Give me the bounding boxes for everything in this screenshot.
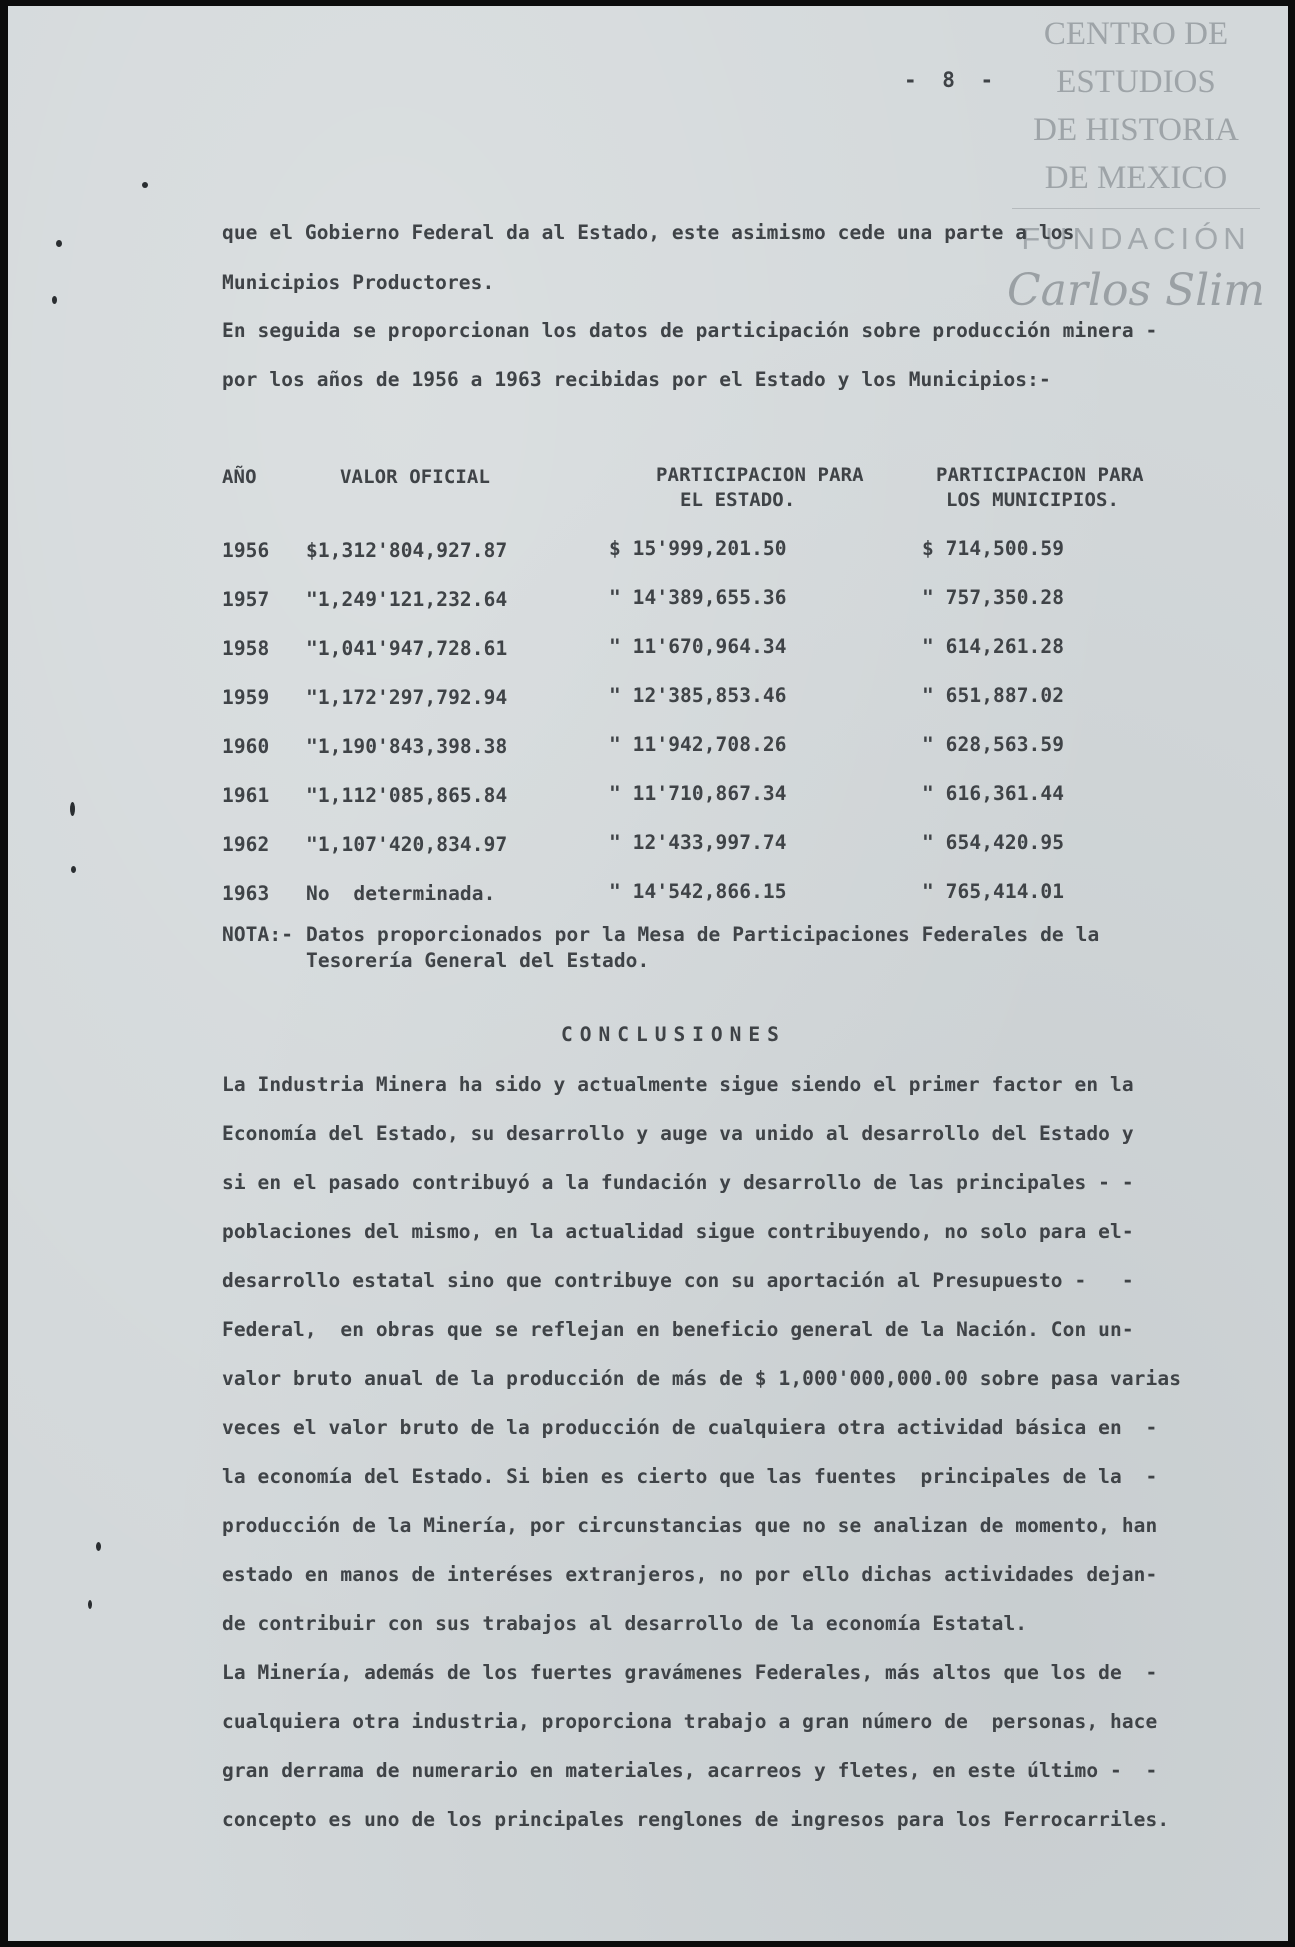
cell-state: " 14'389,655.36 [609, 586, 787, 609]
watermark-divider [1012, 208, 1260, 209]
cell-value: "1,041'947,728.61 [306, 637, 508, 660]
conclusion-line: Economía del Estado, su desarrollo y auge va unido al desarrollo del Estado y [222, 1122, 1134, 1145]
header-value: VALOR OFICIAL [340, 466, 491, 488]
page-number: - 8 - [904, 68, 994, 92]
cell-municipios: " 765,414.01 [922, 880, 1065, 903]
cell-municipios: " 616,361.44 [922, 782, 1065, 805]
cell-year: 1957 [222, 588, 270, 611]
paper-speck [56, 240, 62, 247]
cell-municipios: $ 714,500.59 [922, 537, 1065, 560]
conclusion-line: concepto es uno de los principales renglones de ingresos para los Ferrocarriles. [222, 1808, 1170, 1831]
watermark-line: ESTUDIOS [1056, 64, 1216, 100]
cell-value: "1,190'843,398.38 [306, 735, 508, 758]
cell-state: $ 15'999,201.50 [609, 537, 787, 560]
cell-state: " 11'710,867.34 [609, 782, 787, 805]
paper-speck [70, 802, 75, 816]
note-label: NOTA:- [222, 923, 294, 946]
watermark-line: DE MEXICO [1044, 160, 1228, 196]
cell-municipios: " 614,261.28 [922, 635, 1065, 658]
cell-state: " 12'433,997.74 [609, 831, 787, 854]
cell-state: " 11'670,964.34 [609, 635, 787, 658]
conclusions-heading: CONCLUSIONES [561, 1023, 786, 1046]
header-municipios-sub: LOS MUNICIPIOS. [946, 489, 1120, 511]
paper-speck [71, 866, 76, 873]
conclusion-line: desarrollo estatal sino que contribuye con su aportación al Presupuesto - - [222, 1269, 1134, 1292]
header-municipios: PARTICIPACION PARA [936, 464, 1144, 486]
conclusion-line: estado en manos de interéses extranjeros, no por ello dichas actividades dejan- [222, 1563, 1158, 1586]
cell-state: " 14'542,866.15 [609, 880, 787, 903]
conclusion-line: La Minería, además de los fuertes gravámenes Federales, más altos que los de - [222, 1661, 1158, 1684]
cell-municipios: " 654,420.95 [922, 831, 1065, 854]
paper-speck [96, 1542, 101, 1551]
cell-year: 1956 [222, 539, 270, 562]
conclusion-line: La Industria Minera ha sido y actualmente sigue siendo el primer factor en la [222, 1073, 1134, 1096]
note-line: Tesorería General del Estado. [306, 949, 650, 972]
cell-year: 1959 [222, 686, 270, 709]
cell-municipios: " 757,350.28 [922, 586, 1065, 609]
document-page [8, 6, 1288, 1941]
conclusion-line: poblaciones del mismo, en la actualidad sigue contribuyendo, no solo para el- [222, 1220, 1134, 1243]
watermark-foundation: FUNDACIÓN [1021, 221, 1251, 256]
cell-municipios: " 628,563.59 [922, 733, 1065, 756]
cell-value: "1,172'297,792.94 [306, 686, 508, 709]
intro-line: En seguida se proporcionan los datos de participación sobre producción minera - [222, 319, 1158, 342]
cell-state: " 12'385,853.46 [609, 684, 787, 707]
paper-speck [88, 1600, 92, 1609]
cell-value: $1,312'804,927.87 [306, 539, 508, 562]
conclusion-line: veces el valor bruto de la producción de cualquiera otra actividad básica en - [222, 1416, 1158, 1439]
cell-year: 1961 [222, 784, 270, 807]
cell-value: "1,107'420,834.97 [306, 833, 508, 856]
conclusion-line: cualquiera otra industria, proporciona trabajo a gran número de personas, hace [222, 1710, 1158, 1733]
cell-year: 1963 [222, 882, 270, 905]
cell-year: 1960 [222, 735, 270, 758]
conclusion-line: producción de la Minería, por circunstancias que no se analizan de momento, han [222, 1514, 1158, 1537]
conclusion-line: valor bruto anual de la producción de más de $ 1,000'000,000.00 sobre pasa varias [222, 1367, 1182, 1390]
intro-line: por los años de 1956 a 1963 recibidas por el Estado y los Municipios:- [222, 368, 1051, 391]
conclusion-line: de contribuir con sus trabajos al desarrollo de la economía Estatal. [222, 1612, 1028, 1635]
watermark-line: CENTRO DE [1043, 16, 1229, 52]
cell-year: 1962 [222, 833, 270, 856]
conclusion-line: si en el pasado contribuyó a la fundación y desarrollo de las principales - - [222, 1171, 1134, 1194]
header-year: AÑO [222, 466, 257, 488]
header-state: PARTICIPACION PARA [656, 464, 864, 486]
cell-value: No determinada. [306, 882, 496, 905]
note-line: Datos proporcionados por la Mesa de Participaciones Federales de la [306, 923, 1100, 946]
watermark-line: DE HISTORIA [1033, 112, 1239, 148]
cell-year: 1958 [222, 637, 270, 660]
intro-line: Municipios Productores. [222, 271, 495, 294]
archive-watermark [1006, 10, 1266, 316]
cell-state: " 11'942,708.26 [609, 733, 787, 756]
conclusion-line: la economía del Estado. Si bien es cierto que las fuentes principales de la - [222, 1465, 1158, 1488]
cell-value: "1,112'085,865.84 [306, 784, 508, 807]
paper-speck [142, 182, 148, 188]
conclusion-line: gran derrama de numerario en materiales, acarreos y fletes, en este último - - [222, 1759, 1158, 1782]
cell-municipios: " 651,887.02 [922, 684, 1065, 707]
conclusion-line: Federal, en obras que se reflejan en beneficio general de la Nación. Con un- [222, 1318, 1134, 1341]
header-state-sub: EL ESTADO. [680, 489, 796, 511]
watermark-signature: Carlos Slim [1006, 265, 1266, 316]
intro-line: que el Gobierno Federal da al Estado, este asimismo cede una parte a los [222, 221, 1075, 244]
paper-speck [52, 296, 57, 304]
cell-value: "1,249'121,232.64 [306, 588, 508, 611]
